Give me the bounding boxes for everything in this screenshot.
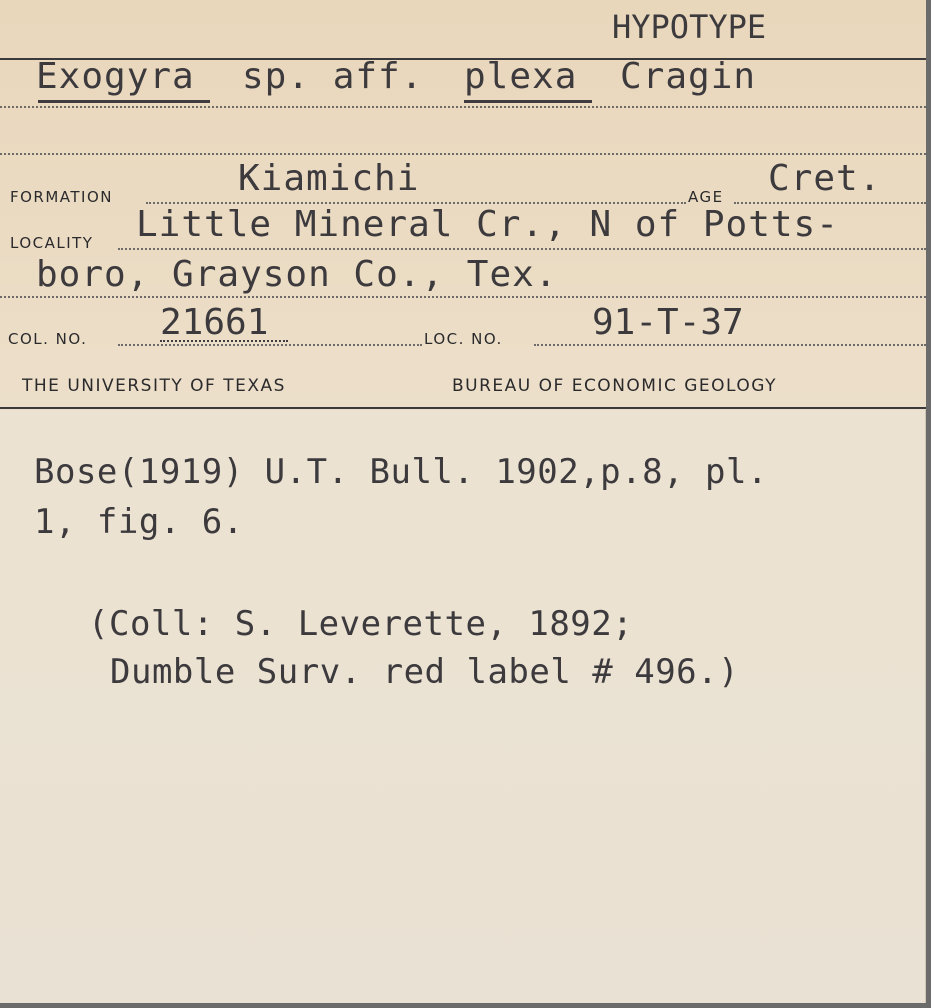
locality-label: LOCALITY bbox=[10, 234, 94, 252]
reference-line-2: 1, fig. 6. bbox=[34, 502, 244, 542]
genus-underline bbox=[38, 100, 210, 103]
taxon-dotted-rule bbox=[0, 106, 926, 108]
locality-line-2: boro, Grayson Co., Tex. bbox=[36, 254, 558, 295]
university-name: THE UNIVERSITY OF TEXAS bbox=[22, 376, 286, 396]
collection-note-line-1: (Coll: S. Leverette, 1892; bbox=[88, 604, 634, 644]
species-underline bbox=[464, 100, 592, 103]
loc-no-value: 91-T-37 bbox=[592, 302, 744, 343]
bureau-name: BUREAU OF ECONOMIC GEOLOGY bbox=[452, 376, 777, 396]
bottom-rule bbox=[0, 407, 926, 409]
locality-line-1: Little Mineral Cr., N of Potts- bbox=[136, 204, 839, 245]
taxon-genus: Exogyra bbox=[36, 56, 195, 97]
blank-dotted-rule bbox=[0, 153, 926, 155]
col-no-dotted-rule bbox=[118, 344, 422, 346]
col-no-value: 21661 bbox=[160, 302, 269, 343]
reference-line-1: Bose(1919) U.T. Bull. 1902,p.8, pl. bbox=[34, 452, 768, 492]
formation-value: Kiamichi bbox=[238, 158, 420, 199]
taxon-species: plexa bbox=[464, 56, 578, 97]
taxon-author: Cragin bbox=[620, 56, 757, 97]
collection-note-line-2: Dumble Surv. red label # 496.) bbox=[110, 652, 740, 692]
loc-no-label: LOC. NO. bbox=[424, 330, 503, 348]
age-value: Cret. bbox=[768, 158, 882, 199]
col-no-underline bbox=[160, 340, 288, 342]
locality-dotted-rule-1 bbox=[118, 248, 926, 250]
formation-label: FORMATION bbox=[10, 188, 114, 206]
taxon-qualifier: sp. aff. bbox=[242, 56, 424, 97]
designation-text: HYPOTYPE bbox=[612, 8, 767, 46]
locality-dotted-rule-2 bbox=[0, 296, 926, 298]
loc-no-dotted-rule bbox=[534, 344, 926, 346]
col-no-label: COL. NO. bbox=[8, 330, 88, 348]
age-label: AGE bbox=[688, 188, 724, 206]
